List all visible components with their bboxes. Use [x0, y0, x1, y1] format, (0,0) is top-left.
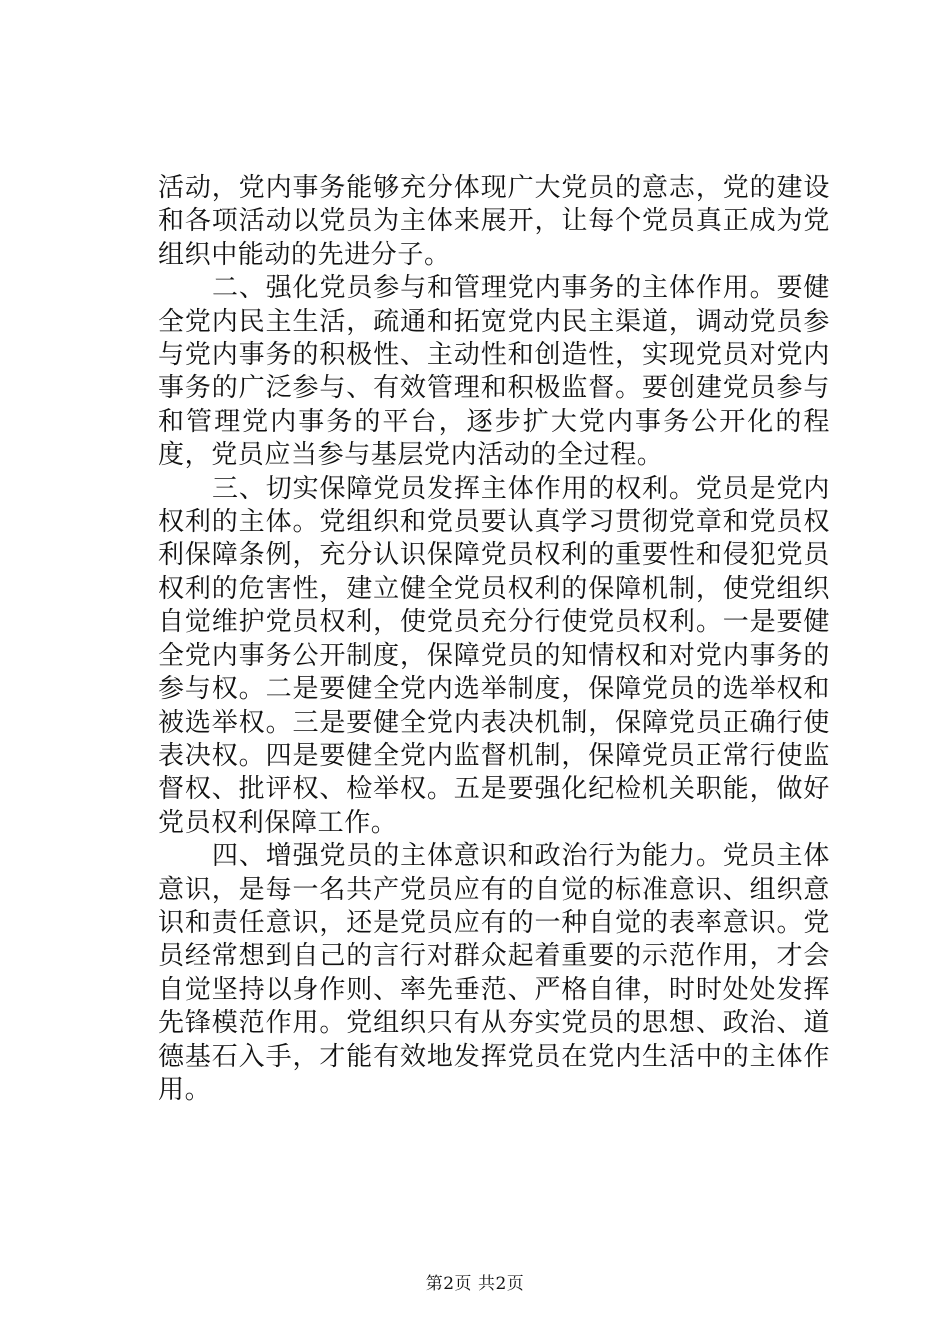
- paragraph-section-four: 四、增强党员的主体意识和政治行为能力。党员主体意识，是每一名共产党员应有的自觉的标准意识、组织意识和责任意识，还是党员应有的一种自觉的表率意识。党员经常想到自己的言行对群众起着重要的示范作用，才会自觉坚持以身作则、率先垂范、严格自律，时时处处发挥先锋模范作用。党组织只有从夯实党员的思想、政治、道德基石入手，才能有效地发挥党员在党内生活中的主体作用。: [158, 841, 830, 1105]
- paragraph-section-three: 三、切实保障党员发挥主体作用的权利。党员是党内权利的主体。党组织和党员要认真学习贯彻党章和党员权利保障条例，充分认识保障党员权利的重要性和侵犯党员权利的危害性，建立健全党员权利的保障机制，使党组织自觉维护党员权利，使党员充分行使党员权利。一是要健全党内事务公开制度，保障党员的知情权和对党内事务的参与权。二是要健全党内选举制度，保障党员的选举权和被选举权。三是要健全党内表决机制，保障党员正确行使表决权。四是要健全党内监督机制，保障党员正常行使监督权、批评权、检举权。五是要强化纪检机关职能，做好党员权利保障工作。: [158, 473, 830, 838]
- document-body: [158, 172, 830, 1107]
- paragraph-continuation: 活动，党内事务能够充分体现广大党员的意志，党的建设和各项活动以党员为主体来展开，让每个党员真正成为党组织中能动的先进分子。: [158, 173, 830, 270]
- paragraph-section-two: 二、强化党员参与和管理党内事务的主体作用。要健全党内民主生活，疏通和拓宽党内民主渠道，调动党员参与党内事务的积极性、主动性和创造性，实现党员对党内事务的广泛参与、有效管理和积极监督。要创建党员参与和管理党内事务的平台，逐步扩大党内事务公开化的程度，党员应当参与基层党内活动的全过程。: [158, 273, 830, 471]
- page-footer: 第2页 共2页: [425, 1274, 525, 1294]
